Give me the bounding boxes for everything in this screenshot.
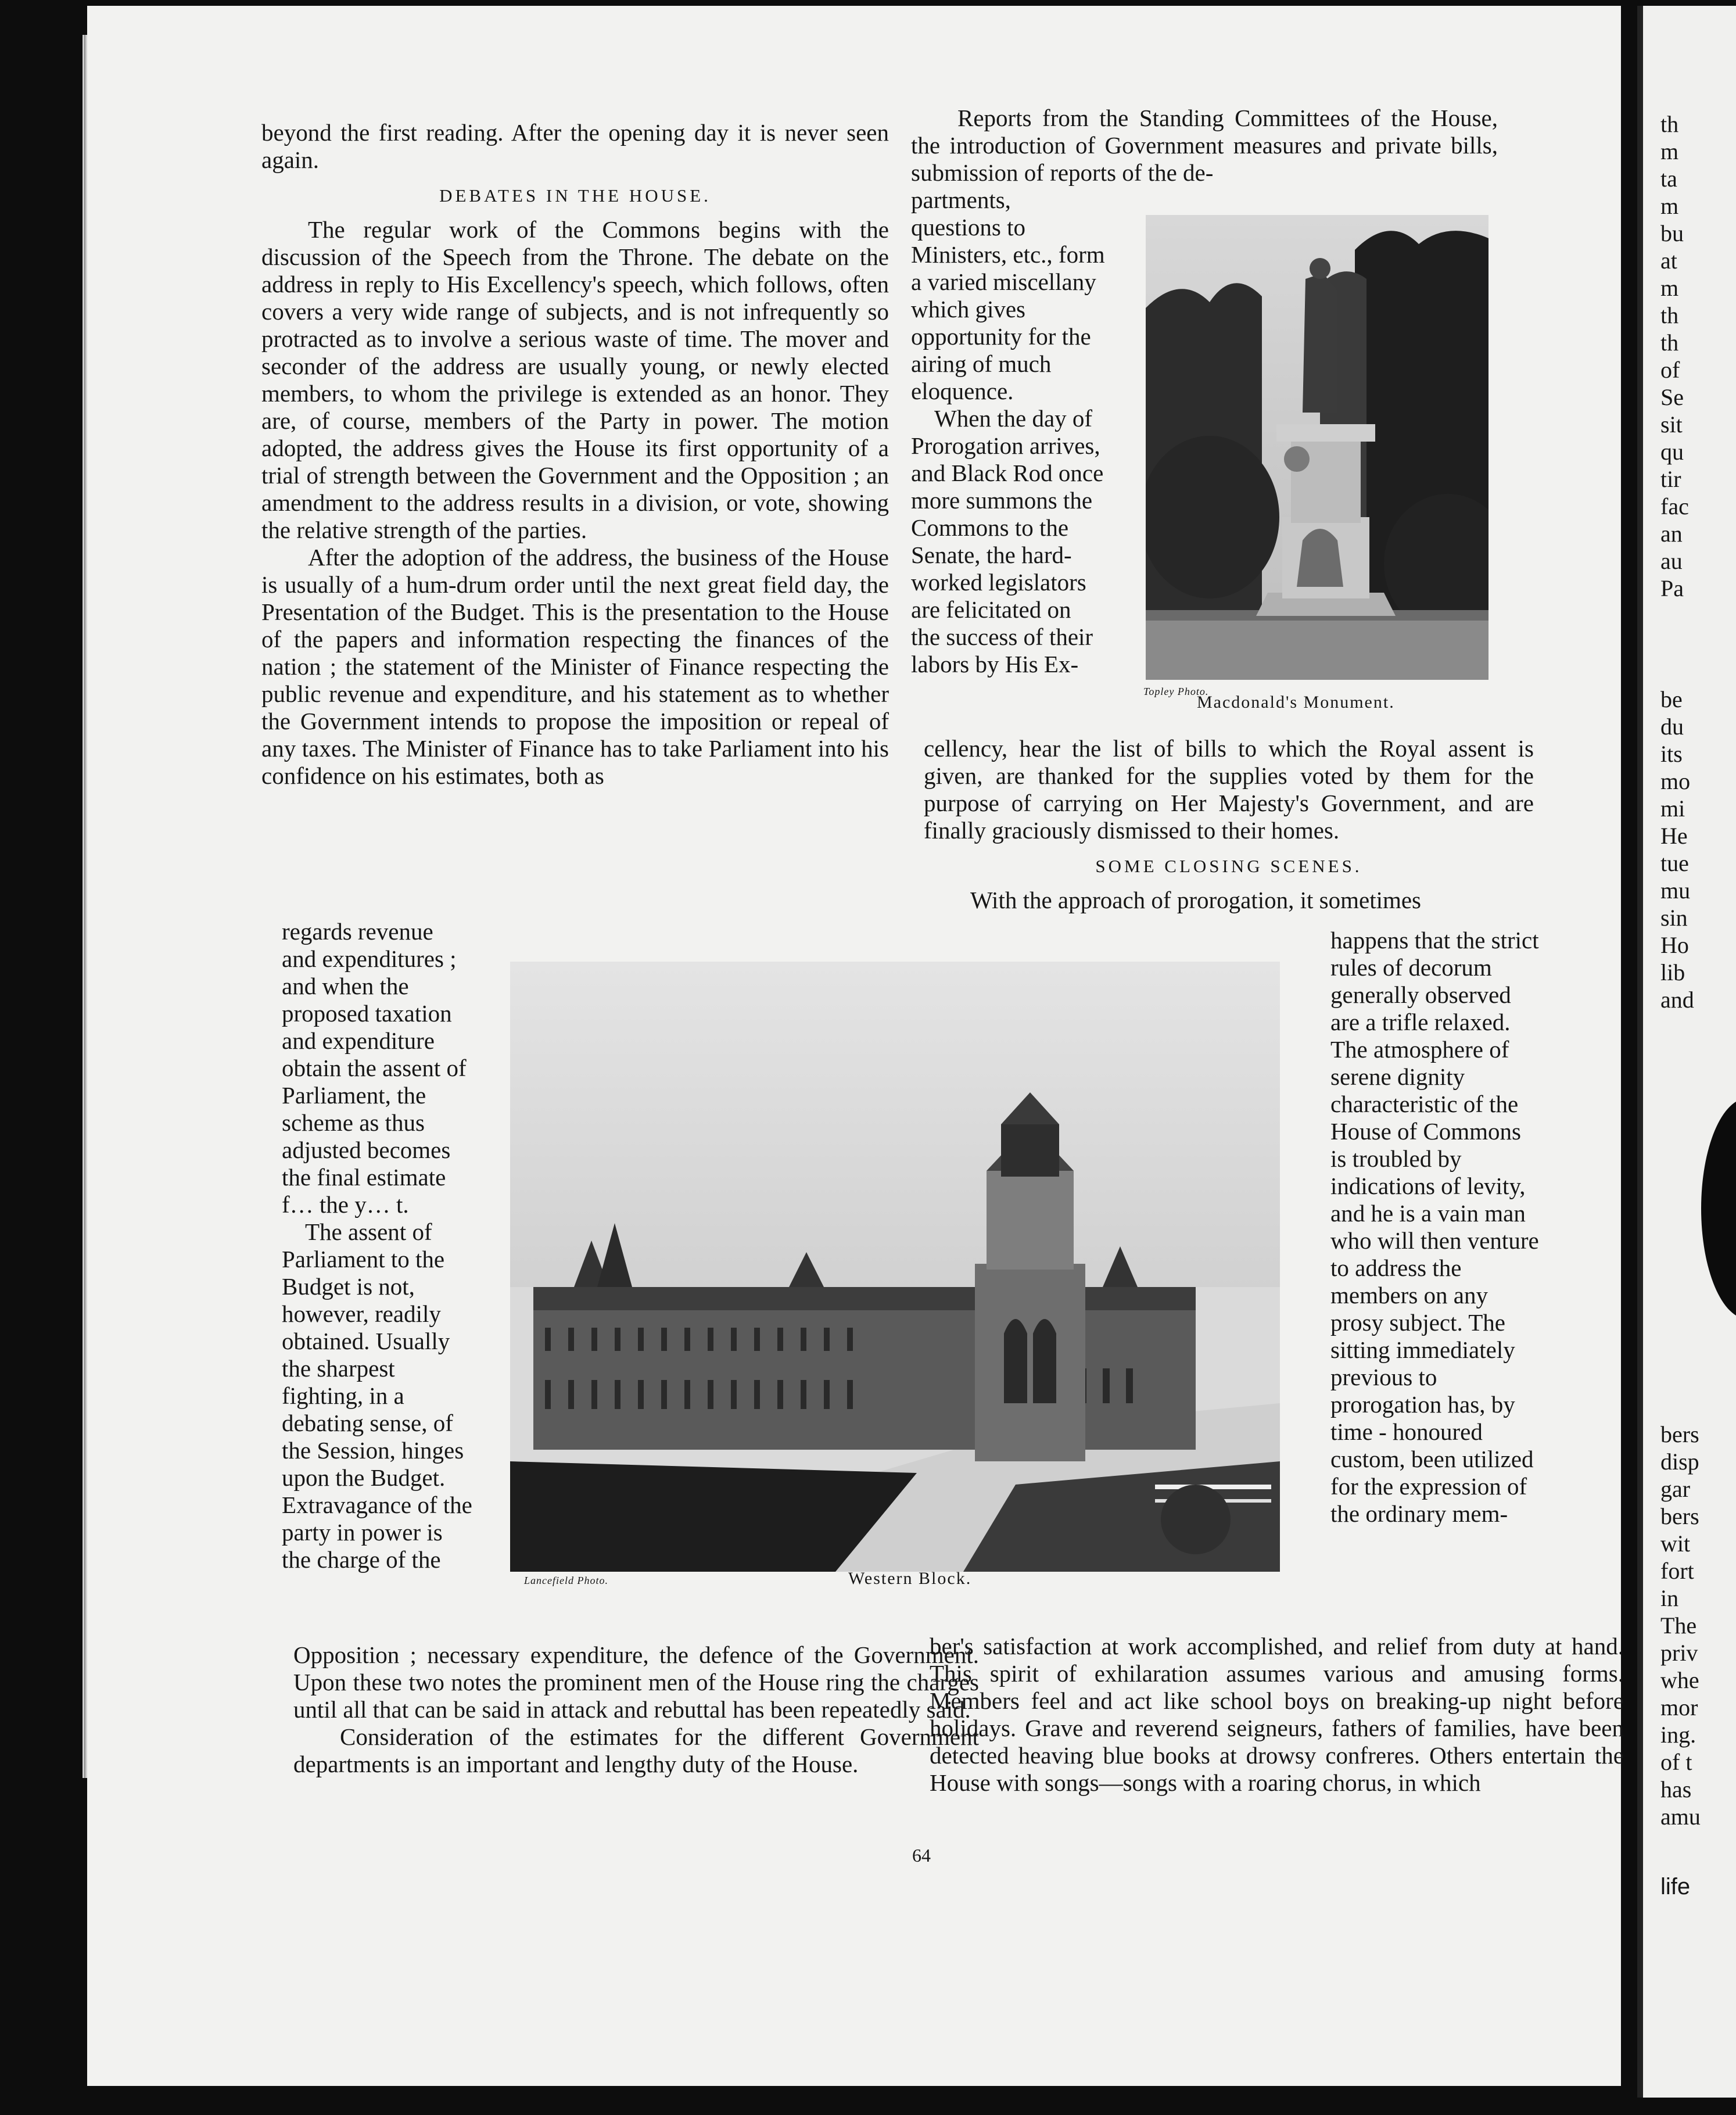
right-column-bottom [930,1633,1624,1797]
facing-page-fragment-line: an [1660,521,1683,547]
facing-page-fragment-line: th [1660,111,1679,137]
facing-page-fragment-line: m [1660,193,1679,219]
paragraph-closing-bottom: ber's satisfaction at work accomplished, and relief from duty at hand. This spirit of exhilaration assumes various and amusing forms. Members feel and act like school boys on breaking-up night before holidays. Grave and reverend seigneurs, fathers of families, have been detected heaving blue books at drowsy confreres. Others entertain the House with songs—songs with a roaring chorus, in which [930,1633,1624,1796]
facing-page-fragment-line: wit [1660,1530,1691,1557]
paragraph-questions-to-ministers: partments, questions to Ministers, etc., form a varied miscellany which gives opportunity for the airing of much eloquence. [911,187,1105,404]
facing-page-fragment-line: ing. [1660,1722,1696,1748]
facing-page-fragment-line: mu [1660,877,1691,904]
paragraph-prorogation: When the day of Prorogation arrives, and Black Rod once more summons the Commons to the Senate, the hard-worked legislators are felicitated on the success of their labors by His Ex- [911,405,1104,677]
facing-page-fragment-line: bu [1660,220,1684,246]
right-column-mid [924,735,1534,914]
monument-illustration [1146,215,1488,680]
left-column-bottom [293,1641,979,1778]
facing-page-fragment-line: in [1660,1585,1679,1611]
left-column-narrow [282,918,474,1573]
facing-page-fragment-line: m [1660,275,1679,301]
facing-page-fragment-line: The [1660,1612,1697,1639]
facing-page-fragment-line: mo [1660,768,1691,794]
facing-page-fragment-line: Ho [1660,932,1689,958]
facing-page-fragment-line: at [1660,248,1677,274]
facing-page-fragment-line: of [1660,357,1680,383]
facing-page-fragment-line: gar [1660,1476,1691,1502]
facing-page-fragment-line: du [1660,714,1684,740]
facing-page-fragment-line: whe [1660,1667,1699,1693]
facing-page-fragment-line: He [1660,823,1688,849]
facing-page-fragment-line: sit [1660,411,1683,438]
facing-page-fragment-line: au [1660,548,1683,574]
facing-page-fragment-line: priv [1660,1640,1698,1666]
facing-page-fragment-line: ta [1660,166,1677,192]
paragraph-opposition: Opposition ; necessary expenditure, the defence of the Government. Upon these two notes the prominent men of the House ring the charges until all that can be said in attack and rebuttal has been repeatedly said. [293,1641,979,1723]
facing-page-fragment-line: lib [1660,959,1685,985]
facing-page-fragment-line: th [1660,302,1679,328]
paragraph-budget-narrow: regards revenue and expenditures ; and when the proposed taxation and expenditure obtain the assent of Parliament, the scheme as thus adjusted becomes the final estimate f… the y… t. [282,918,467,1218]
macdonald-monument-photo [1146,215,1488,680]
facing-page-fragment-line: Se [1660,384,1684,410]
facing-page-fragment-line: mi [1660,795,1685,822]
paragraph-closing-narrow: happens that the strict rules of decorum generally observed are a trifle relaxed. The atmosphere of serene dignity characteristic of the House of Commons is troubled by indications of levity, and he is a vain man who will then venture to address the members on any prosy subject. The sitting immediately previous to prorogation has, by time - honoured custom, been utilized for the expression of the ordinary mem- [1330,927,1539,1527]
paragraph-standing-committees: Reports from the Standing Committees of the House, the introduction of Government measures and private bills, submission of reports of the de- [911,105,1498,186]
paragraph-royal-assent: cellency, hear the list of bills to which the Royal assent is given, are thanked for the supplies voted by them for the purpose of carrying on Her Majesty's Government, and are finally graciously dismissed to their homes. [924,735,1534,844]
western-block-photo [510,962,1280,1572]
heading-debates-in-the-house: DEBATES IN THE HOUSE. [439,185,711,206]
facing-page-fragment-line: bers [1660,1503,1699,1529]
facing-page-last-word: life [1660,1874,1691,1899]
paragraph-estimates: Consideration of the estimates for the different Government departments is an important and lengthy duty of the House. [293,1723,979,1777]
facing-page-fragment-line: amu [1660,1804,1701,1830]
page-number: 64 [912,1845,931,1866]
left-column [261,119,889,790]
facing-page-fragment-line: of t [1660,1749,1692,1775]
paragraph-speech-from-throne: The regular work of the Commons begins with the discussion of the Speech from the Throne. The debate on the address in reply to His Excellency's speech, which follows, often covers a very wide range of subjects, and is not infrequently so protracted as to involve a serious waste of time. The mover and seconder of the address are usually young, or newly elected members, to whom the privilege is extended as an honor. They are, of course, members of the Party in power. The motion adopted, the address gives the House its first opportunity of a trial of strength between the Government and the Opposition ; an amendment to the address results in a division, or vote, showing the relative strength of the parties. [261,216,889,543]
facing-page-fragment-line: its [1660,741,1683,767]
facing-page-fragment-line: qu [1660,439,1684,465]
paragraph-budget-top: After the adoption of the address, the business of the House is usually of a hum-drum order until the next great field day, the Presentation of the Budget. This is the presentation to the House of the papers and information respecting the finances of the nation ; the statement of the Minister of Finance respecting the public revenue and expenditure, and his statement as to whether the Government intends to propose the imposition or repeal of any taxes. The Minister of Finance has to take Parliament into his confidence on his estimates, both as [261,544,889,789]
facing-page-fragment-line: bers [1660,1421,1699,1447]
facing-page-fragment-line: Pa [1660,575,1684,601]
paragraph-closing-first-line: With the approach of prorogation, it sometimes [970,887,1422,913]
monument-caption: Macdonald's Monument. [1197,693,1395,712]
facing-page-fragment-line: fort [1660,1558,1694,1584]
western-block-photo-credit: Lancefield Photo. [524,1575,608,1586]
right-column-narrow-2 [1330,927,1543,1528]
facing-page-fragment-line: disp [1660,1449,1699,1475]
heading-some-closing-scenes: SOME CLOSING SCENES. [1095,856,1362,876]
western-block-caption: Western Block. [848,1569,972,1588]
facing-page-fragment [1637,6,1736,2098]
facing-page-fragment-line: tue [1660,850,1689,876]
facing-page-fragment-line: and [1660,987,1694,1013]
facing-page-fragment-line: be [1660,686,1683,712]
right-column-narrow [911,187,1106,678]
facing-page-fragment-line: fac [1660,493,1689,519]
facing-page-fragment-line: mor [1660,1694,1698,1720]
book-page [87,6,1624,2086]
paragraph-assent-narrow: The assent of Parliament to the Budget is not, however, readily obtained. Usually the sharpest fighting, in a debating sense, of the Session, hinges upon the Budget. Extravagance of the party in power is the charge of the [282,1218,472,1573]
right-column-top [911,105,1498,187]
facing-page-fragment-line: th [1660,329,1679,356]
monument-photo-credit: Topley Photo. [1143,686,1209,697]
western-block-illustration [510,962,1280,1572]
facing-page-dark-illustration [1701,1098,1736,1319]
facing-page-fragment-line: tir [1660,466,1681,492]
facing-page-fragment-line: sin [1660,905,1688,931]
facing-page-fragment-line: m [1660,138,1679,164]
opening-lines: beyond the first reading. After the opening day it is never seen again. [261,119,889,173]
facing-page-fragment-line: has [1660,1776,1692,1802]
